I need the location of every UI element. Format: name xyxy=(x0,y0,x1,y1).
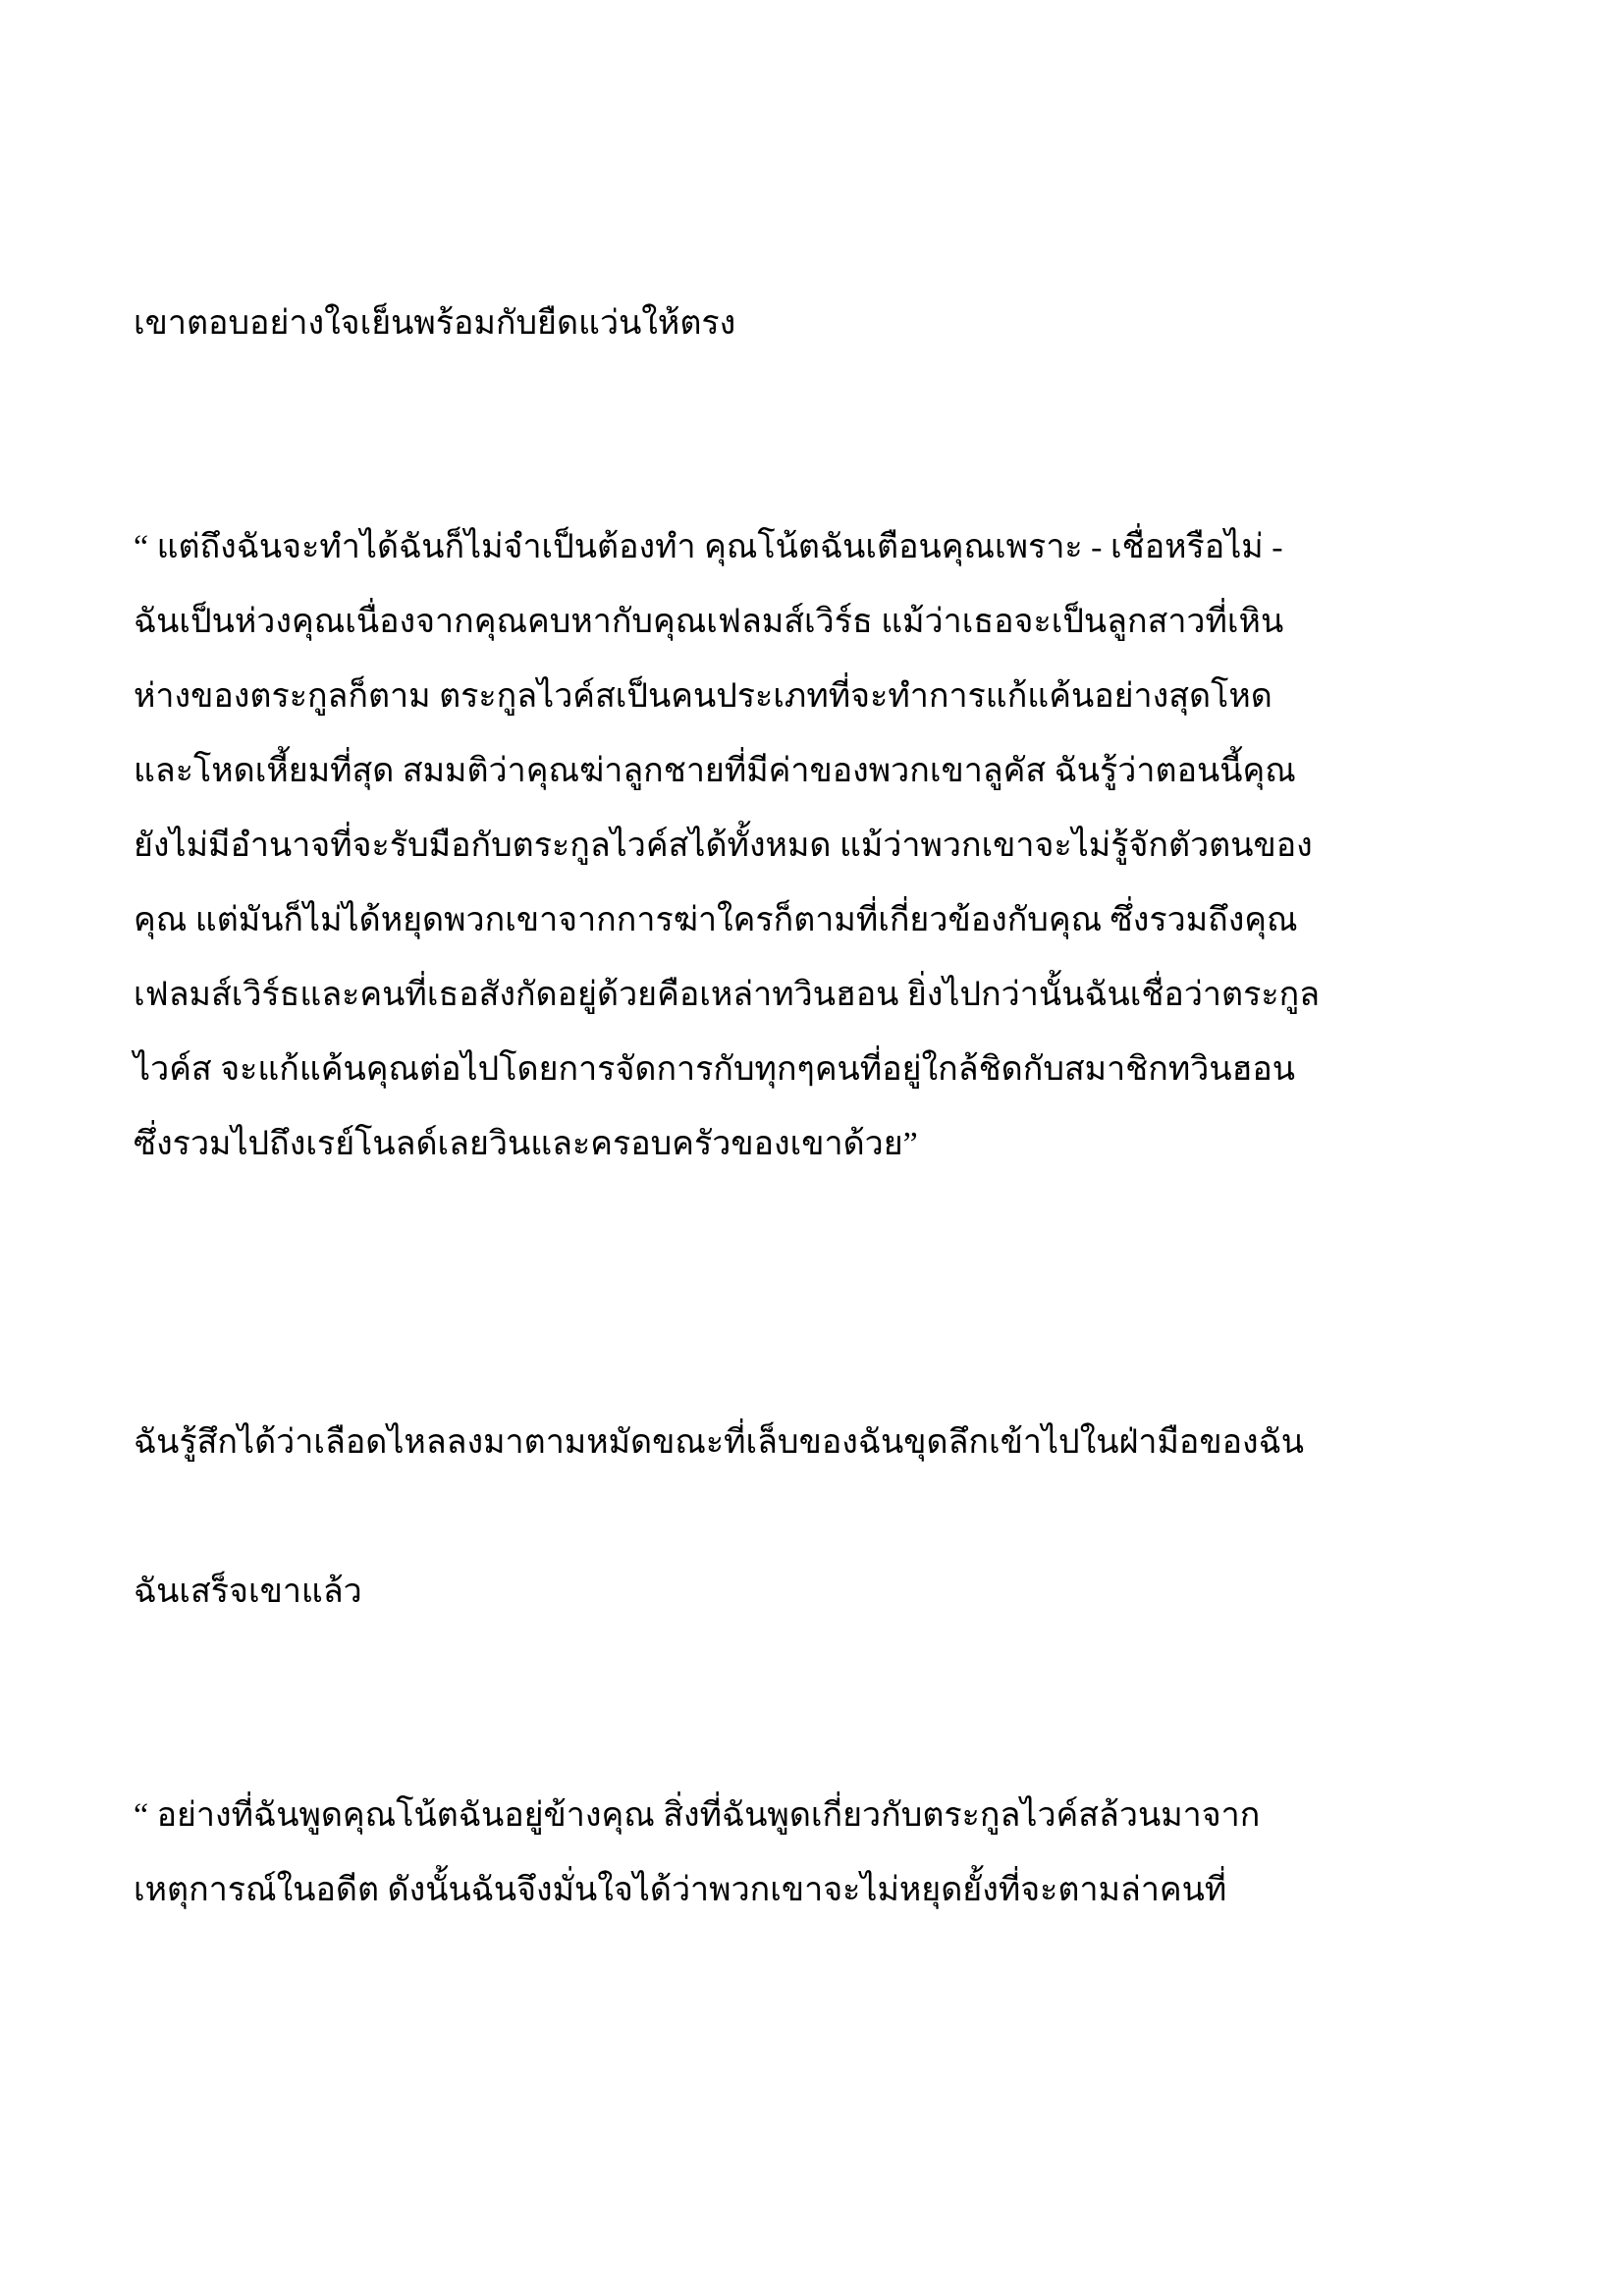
text-line: ซึ่งรวมไปถึงเรย์โนลด์เลยวินและครอบครัวของเขาด้วย” xyxy=(134,1126,918,1162)
text-line: คุณ แต่มันก็ไม่ได้หยุดพวกเขาจากการฆ่าใครก็ตามที่เกี่ยวข้องกับคุณ ซึ่งรวมถึงคุณ xyxy=(134,902,1298,938)
text-line: ยังไม่มีอำนาจที่จะรับมือกับตระกูลไวค์สได้ทั้งหมด แม้ว่าพวกเขาจะไม่รู้จักตัวตนของ xyxy=(134,828,1313,864)
text-line: เฟลมส์เวิร์ธและคนที่เธอสังกัดอยู่ด้วยคือเหล่าทวินฮอน ยิ่งไปกว่านั้นฉันเชื่อว่าตระกูล xyxy=(134,977,1321,1013)
text-line: ฉันเป็นห่วงคุณเนื่องจากคุณคบหากับคุณเฟลมส์เวิร์ธ แม้ว่าเธอจะเป็นลูกสาวที่เหิน xyxy=(134,604,1284,640)
paragraph xyxy=(134,1555,1506,1629)
text-line: เหตุการณ์ในอดีต ดังนั้นฉันจึงมั่นใจได้ว่าพวกเขาจะไม่หยุดยั้งที่จะตามล่าคนที่ xyxy=(134,1872,1227,1908)
text-line: ฉันเสร็จเขาแล้ว xyxy=(134,1574,362,1610)
paragraph xyxy=(134,1779,1506,1928)
paragraph xyxy=(134,510,1506,1182)
text-line: และโหดเหี้ยมที่สุด สมมติว่าคุณฆ่าลูกชายที่มีค่าของพวกเขาลูคัส ฉันรู้ว่าตอนนี้คุณ xyxy=(134,753,1296,789)
paragraph xyxy=(134,287,1506,361)
paragraph xyxy=(134,1406,1506,1480)
text-line: ไวค์ส จะแก้แค้นคุณต่อไปโดยการจัดการกับทุกๆคนที่อยู่ใกล้ชิดกับสมาชิกทวินฮอน xyxy=(134,1051,1295,1088)
text-line: “ อย่างที่ฉันพูดคุณโน้ตฉันอยู่ข้างคุณ สิ่งที่ฉันพูดเกี่ยวกับตระกูลไวค์สล้วนมาจาก xyxy=(134,1797,1261,1834)
text-line: “ แต่ถึงฉันจะทำได้ฉันก็ไม่จำเป็นต้องทำ คุณโน้ตฉันเตือนคุณเพราะ - เชื่อหรือไม่ - xyxy=(134,529,1283,565)
text-line: ห่างของตระกูลก็ตาม ตระกูลไวค์สเป็นคนประเภทที่จะทำการแก้แค้นอย่างสุดโหด xyxy=(134,678,1272,715)
text-line: ฉันรู้สึกได้ว่าเลือดไหลลงมาตามหมัดขณะที่เล็บของฉันขุดลึกเข้าไปในฝ่ามือของฉัน xyxy=(134,1424,1304,1461)
text-line: เขาตอบอย่างใจเย็นพร้อมกับยืดแว่นให้ตรง xyxy=(134,305,736,342)
